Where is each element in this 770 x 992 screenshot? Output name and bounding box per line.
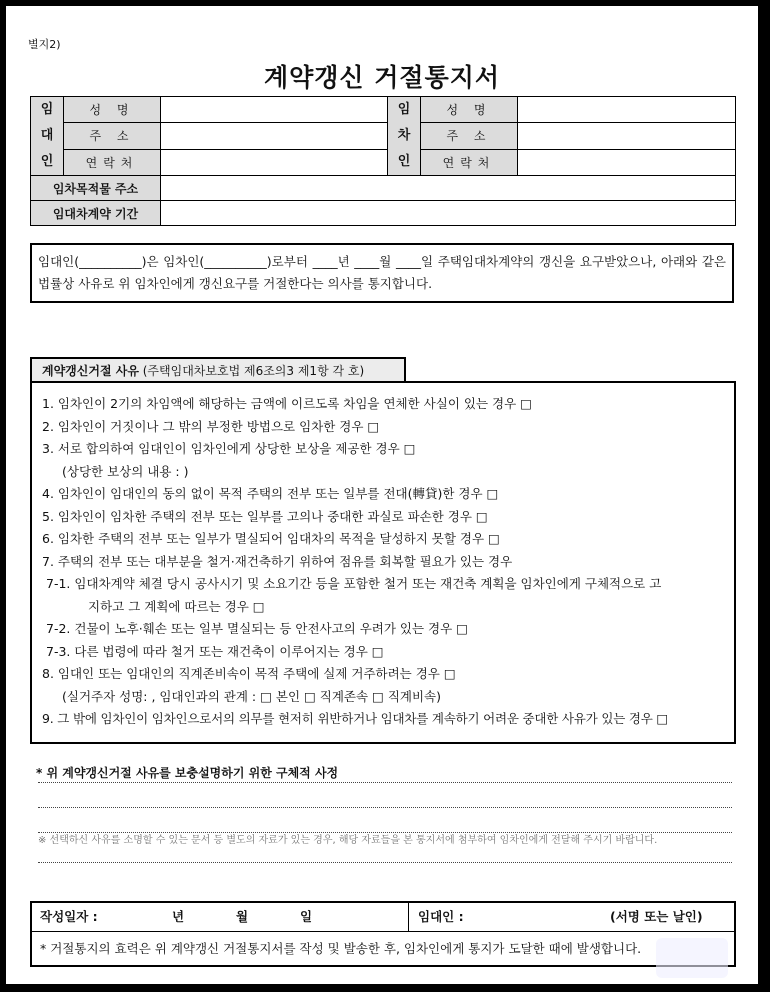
landlord-label-char: 인 [40, 154, 54, 169]
lease-period-field[interactable] [161, 201, 736, 226]
tenant-contact-field[interactable] [518, 149, 736, 175]
signature-row [32, 903, 734, 932]
reason-subitem[interactable]: 7-2. 건물이 노후·훼손 또는 일부 멸실되는 등 안전사고의 우려가 있는 경우 □ [46, 621, 468, 636]
date-label: 작성일자 : [40, 909, 98, 924]
reason-detail[interactable]: (실거주자 성명: , 임대인과의 관계 : □ 본인 □ 직계존속 □ 직계비속) [62, 688, 442, 704]
landlord-contact-field[interactable] [161, 149, 388, 175]
tenant-label [388, 97, 421, 176]
landlord-name-label: 성 명 [64, 97, 161, 123]
tenant-contact-label: 연락처 [421, 149, 518, 175]
reason-item[interactable]: 2. 임차인이 거짓이나 그 밖의 부정한 방법으로 임차한 경우 □ [42, 418, 380, 434]
extra-explanation-title: * 위 계약갱신거절 사유를 보충설명하기 위한 구체적 사정 [36, 766, 339, 780]
tenant-label-char: 차 [397, 128, 411, 143]
signature-box [30, 901, 736, 967]
landlord-contact-label: 연락처 [64, 149, 161, 175]
tenant-name-label: 성 명 [421, 97, 518, 123]
landlord-address-field[interactable] [161, 123, 388, 149]
explanation-line[interactable] [38, 807, 732, 808]
reason-detail: (상당한 보상의 내용 : ) [62, 463, 189, 479]
explanation-line [38, 862, 732, 863]
reason-item[interactable]: 5. 임차인이 임차한 주택의 전부 또는 일부를 고의나 중대한 과실로 파손한 경우 □ [42, 508, 488, 524]
day-label[interactable]: 일 [300, 909, 313, 924]
reason-subitem-cont[interactable]: 지하고 그 계획에 따르는 경우 □ [88, 598, 265, 614]
effect-note: * 거절통지의 효력은 위 계약갱신 거절통지서를 작성 및 발송한 후, 임차인에게 통지가 도달한 때에 발생합니다. [40, 941, 642, 956]
rental-address-label: 임차목적물 주소 [31, 176, 161, 201]
lease-period-label: 임대차계약 기간 [31, 201, 161, 226]
reason-item[interactable]: 8. 임대인 또는 임대인의 직계존비속이 목적 주택에 실제 거주하려는 경우 □ [42, 666, 456, 681]
tenant-address-label: 주 소 [421, 123, 518, 149]
reason-subitem[interactable]: 7-3. 다른 법령에 따라 철거 또는 재건축이 이루어지는 경우 □ [46, 643, 384, 659]
tenant-label-char: 인 [397, 154, 411, 169]
rental-address-field[interactable] [161, 176, 736, 201]
landlord-label-char: 임 [40, 102, 54, 117]
document-page [6, 6, 758, 984]
sign-or-seal-label[interactable]: (서명 또는 날인) [610, 909, 703, 924]
landlord-label-char: 대 [40, 128, 54, 143]
tenant-address-field[interactable] [518, 123, 736, 149]
landlord-name-field[interactable] [161, 97, 388, 123]
reasons-heading-sub: (주택임대차보호법 제6조의3 제1항 각 호) [142, 364, 365, 378]
explanation-line[interactable] [38, 782, 732, 783]
reasons-heading-main: 계약갱신거절 사유 [42, 364, 139, 378]
year-label[interactable]: 년 [172, 909, 185, 924]
reason-item[interactable]: 1. 임차인이 2기의 차임액에 해당하는 금액에 이르도록 차임을 연체한 사실이 있는 경우 □ [42, 396, 532, 411]
reason-subitem: 7-1. 임대차계약 체결 당시 공사시기 및 소요기간 등을 포함한 철거 또는 재건축 계획을 임차인에게 구체적으로 고 [46, 576, 662, 591]
landlord-address-label: 주 소 [64, 123, 161, 149]
cell-divider [408, 903, 409, 931]
reason-item[interactable]: 6. 임차한 주택의 전부 또는 일부가 멸실되어 임대차의 목적을 달성하지 못할 경우 □ [42, 531, 500, 546]
reason-item[interactable]: 3. 서로 합의하여 임대인이 임차인에게 상당한 보상을 제공한 경우 □ [42, 441, 416, 456]
month-label[interactable]: 월 [236, 909, 249, 924]
reason-item: 7. 주택의 전부 또는 대부분을 철거·재건축하기 위하여 점유를 회복할 필요가 있는 경우 [42, 553, 513, 569]
attachment-note: 별지2) [28, 38, 61, 51]
tenant-name-field[interactable] [518, 97, 736, 123]
reasons-heading [30, 357, 406, 381]
explanation-line[interactable] [38, 832, 732, 833]
landlord-sign-label: 임대인 : [418, 909, 464, 924]
notice-text: 임대인(__________)은 임차인(__________)로부터 ____년 ____월 ____일 주택임대차계약의 갱신을 요구받았으나, 아래와 같은 법률상 사유로 위 임차인에게 갱신요구를 거절한다는 의사를 통지합니다. [30, 243, 734, 303]
party-info-table [30, 96, 736, 226]
reason-item[interactable]: 9. 그 밖에 임차인이 임차인으로서의 의무를 현저히 위반하거나 임대차를 계속하기 어려운 중대한 사유가 있는 경우 □ [42, 711, 668, 726]
attachment-footnote: ※ 선택하신 사유를 소명할 수 있는 문서 등 별도의 자료가 있는 경우, 해당 자료들을 본 통지서에 첨부하여 임차인에게 전달해 주시기 바랍니다. [38, 835, 658, 846]
page-title: 계약갱신 거절통지서 [263, 63, 501, 92]
watermark-mark [656, 938, 728, 978]
tenant-label-char: 임 [397, 102, 411, 117]
reasons-list [30, 381, 736, 744]
reason-item[interactable]: 4. 임차인이 임대인의 동의 없이 목적 주택의 전부 또는 일부를 전대(轉貸)한 경우 □ [42, 486, 499, 501]
landlord-label [31, 97, 64, 176]
